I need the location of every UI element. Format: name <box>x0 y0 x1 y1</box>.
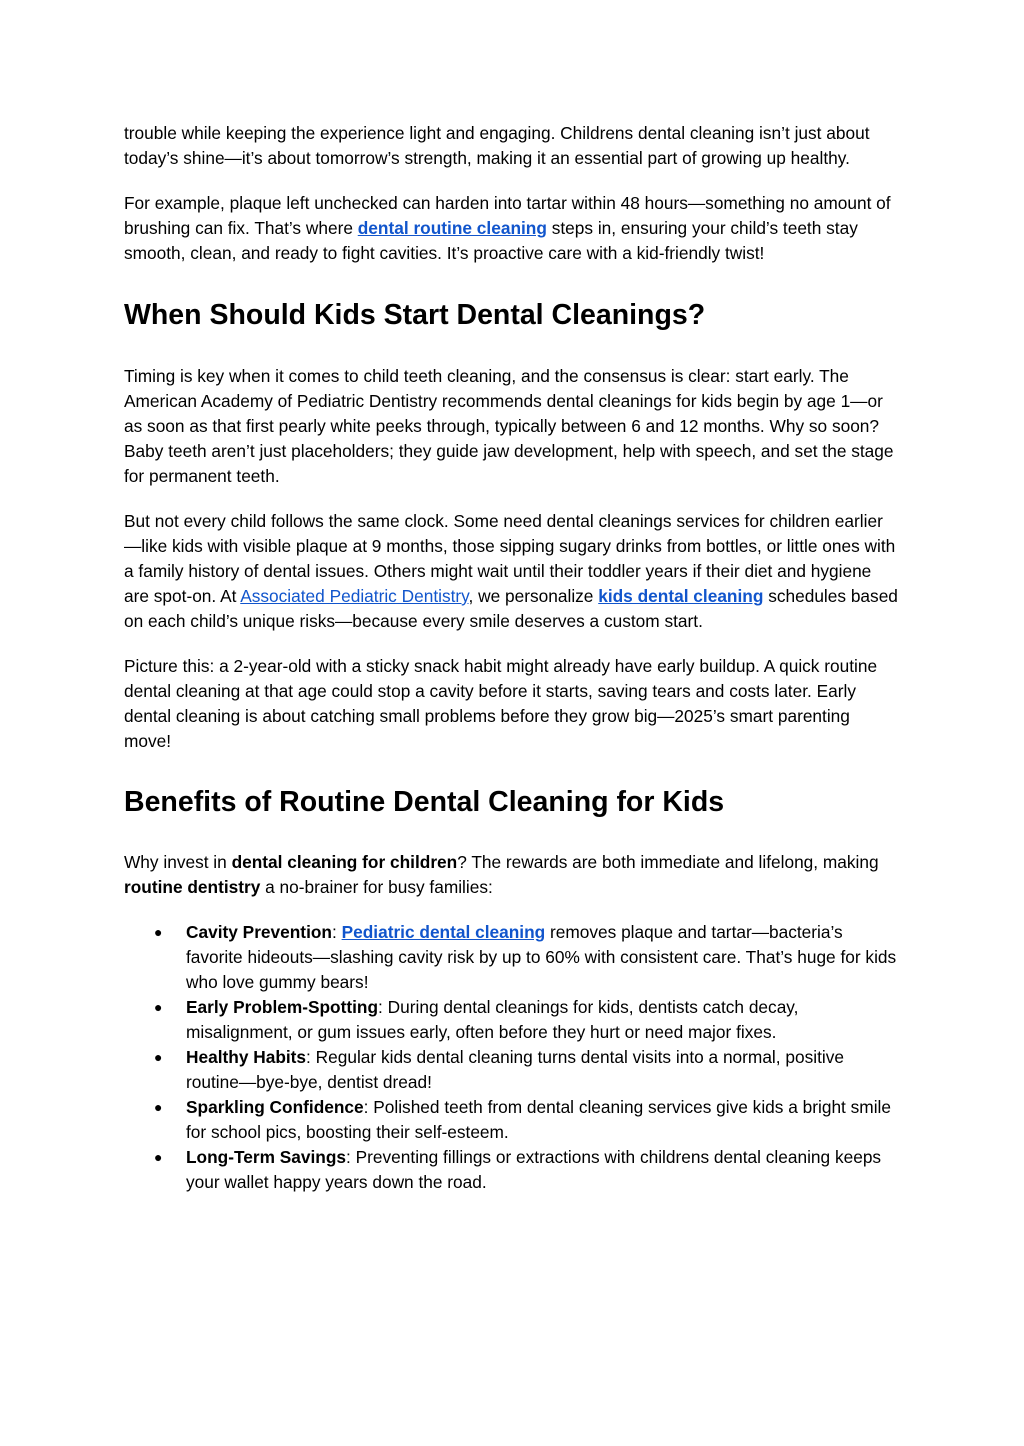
timing-paragraph <box>124 364 900 489</box>
personalize-paragraph <box>124 509 900 634</box>
para1-text: trouble while keeping the experience light and engaging. Childrens dental cleaning isn’t just about today’s shine—it’s about tomorrow’s strength, making it an essential part of growing up healthy. <box>124 123 870 168</box>
list-item-separator: : <box>331 922 342 942</box>
para5-text: Picture this: a 2-year-old with a sticky snack habit might already have early buildup. A quick routine dental cleaning at that age could stop a cavity before it starts, saving tears and costs later. Early dental cleaning is about catching small problems before they grow big—2025’s smart parenting move! <box>124 656 878 751</box>
picture-this-paragraph <box>124 654 900 754</box>
bullet-icon: ● <box>154 924 163 940</box>
routine-dentistry-bold: routine dentistry <box>124 877 261 897</box>
list-item-text: : Preventing fillings or extractions with childrens dental cleaning keeps your wallet happy years down the road. <box>186 1147 882 1192</box>
list-item-title: Cavity Prevention <box>186 922 332 942</box>
para3-text: Timing is key when it comes to child teeth cleaning, and the consensus is clear: start early. The American Academy of Pediatric Dentistry recommends dental cleanings for kids begin by age 1—or as soon as that first pearly white peeks through, typically between 6 and 12 months. Why so soon? Baby teeth aren’t just placeholders; they guide jaw development, help with speech, and set the stage for permanent teeth. <box>124 366 894 486</box>
why-invest-paragraph <box>124 850 900 900</box>
list-item-title: Sparkling Confidence <box>186 1097 364 1117</box>
bullet-icon: ● <box>154 1049 163 1065</box>
associated-pediatric-dentistry-link[interactable]: Associated Pediatric Dentistry <box>240 586 469 606</box>
bullet-icon: ● <box>154 999 163 1015</box>
benefits-list <box>124 920 900 1195</box>
list-item-title: Healthy Habits <box>186 1047 307 1067</box>
list-item-long-term-savings <box>124 1145 900 1195</box>
plaque-example-paragraph <box>124 191 900 266</box>
list-item-healthy-habits <box>124 1045 900 1095</box>
heading-when-to-start: When Should Kids Start Dental Cleanings? <box>124 299 706 331</box>
para4-after: schedules based on each child’s unique risks—because every smile deserves a custom start. <box>124 586 898 631</box>
para2-before: For example, plaque left unchecked can harden into tartar within 48 hours—something no amount of brushing can fix. That’s where <box>124 193 891 238</box>
bullet-icon: ● <box>154 1099 163 1115</box>
para6-t2: ? The rewards are both immediate and lifelong, making <box>457 852 879 872</box>
dental-routine-cleaning-link[interactable]: dental routine cleaning <box>357 218 547 238</box>
bullet-icon: ● <box>154 1149 163 1165</box>
intro-paragraph-continued <box>124 121 900 171</box>
kids-dental-cleaning-link[interactable]: kids dental cleaning <box>598 586 764 606</box>
list-item-text: : Polished teeth from dental cleaning services give kids a bright smile for school pics, boosting their self-esteem. <box>186 1097 891 1142</box>
list-item-title: Early Problem-Spotting <box>186 997 379 1017</box>
list-item-sparkling-confidence <box>124 1095 900 1145</box>
dental-cleaning-for-children-bold: dental cleaning for children <box>231 852 458 872</box>
list-item-title: Long-Term Savings <box>186 1147 347 1167</box>
list-item-early-problem-spotting <box>124 995 900 1045</box>
heading-benefits: Benefits of Routine Dental Cleaning for Kids <box>124 786 725 818</box>
para6-t1: Why invest in <box>124 852 232 872</box>
para6-t3: a no-brainer for busy families: <box>260 877 493 897</box>
list-item-text: : During dental cleanings for kids, dentists catch decay, misalignment, or gum issues early, often before they hurt or need major fixes. <box>186 997 799 1042</box>
list-item-cavity-prevention <box>124 920 900 995</box>
para4-middle: , we personalize <box>468 586 599 606</box>
list-item-text: : Regular kids dental cleaning turns dental visits into a normal, positive routine—bye-bye, dentist dread! <box>186 1047 844 1092</box>
para4-before: But not every child follows the same clock. Some need dental cleanings services for children earlier—like kids with visible plaque at 9 months, those sipping sugary drinks from bottles, or little ones with a family history of dental issues. Others might wait until their toddler years if their diet and hygiene are spot-on. At <box>124 511 896 606</box>
document-page <box>124 121 900 1195</box>
pediatric-dental-cleaning-link[interactable]: Pediatric dental cleaning <box>341 922 546 942</box>
list-item-text: removes plaque and tartar—bacteria’s favorite hideouts—slashing cavity risk by up to 60% with consistent care. That’s huge for kids who love gummy bears! <box>186 922 897 992</box>
para2-after: steps in, ensuring your child’s teeth stay smooth, clean, and ready to fight cavities. It’s proactive care with a kid-friendly twist! <box>124 218 858 263</box>
